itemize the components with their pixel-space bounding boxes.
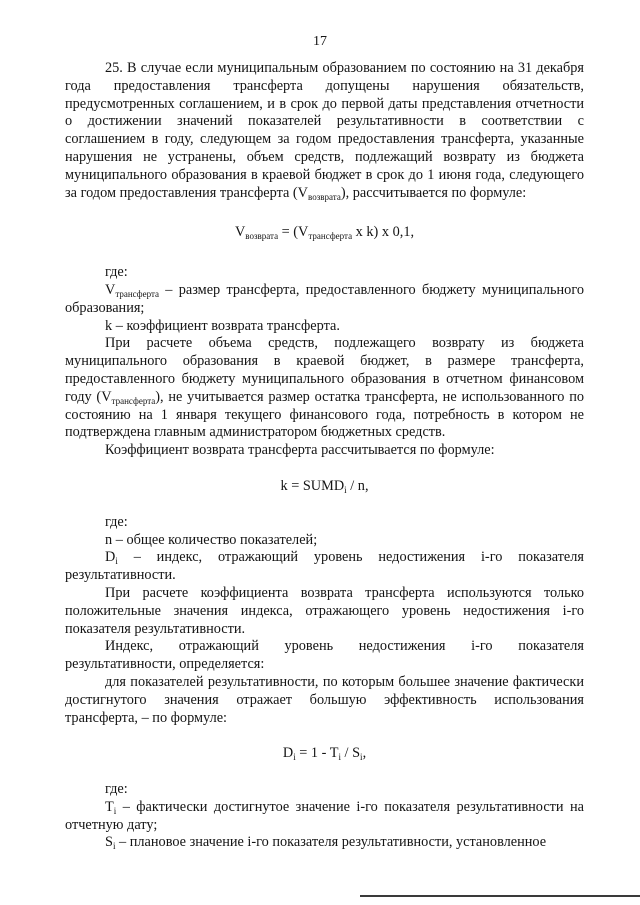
- page-number: 17: [313, 34, 327, 49]
- where-label-3: где:: [105, 781, 128, 798]
- definition-d: $D_i$ – индекс, отражающий уровень недостижения i-го показателя результативности.: [65, 549, 584, 584]
- paragraph-positive-values: При расчете коэффициента возврата трансферта используются только положительные значения индекса, отражающего уровень недостижения i-го показателя результативности.: [65, 584, 584, 637]
- where-label-1: где:: [105, 264, 128, 281]
- paragraph-index: Индекс, отражающий уровень недостижения i-го показателя результативности, определяется:: [65, 638, 584, 673]
- scan-edge-line: [360, 895, 640, 897]
- definition-n: n – общее количество показателей;: [105, 531, 318, 548]
- document-body: [65, 60, 584, 852]
- paragraph-coefficient: Коэффициент возврата трансферта рассчитывается по формуле:: [105, 442, 495, 459]
- paragraph-calculation: При расчете объема средств, подлежащего возврату из бюджета муниципального образования в краевой бюджет, в размере трансферта, предоставленного бюджету муниципального образования в отчетном финансовом году $(V_{трансферта})$, не учитывается размер остатка трансферта, не использованного по состоянию на 1 января текущего финансового года, потребность в котором не подтверждена главным администратором бюджетных средств.: [65, 335, 585, 441]
- definition-v-transfer: $V_{трансферта}$ – размер трансферта, предоставленного бюджету муниципального образования;: [65, 281, 584, 316]
- paragraph-25: 25. В случае если муниципальным образованием по состоянию на 31 декабря года предоставления трансферта допущены нарушения обязательств, предусмотренных соглашением, и в срок до первой даты представления отчетности о достижении значений показателей результативности в соответствии с соглашением в году, следующем за годом предоставления трансферта, указанные нарушения не устранены, объем средств, подлежащий возврату из бюджета муниципального образования в краевой бюджет в срок до 1 июня года, следующего за годом предоставления трансферта $(V_{возврата})$, рассчитывается по формуле:: [65, 60, 584, 202]
- definition-k: k – коэффициент возврата трансферта.: [105, 317, 340, 334]
- definition-s: $S_i$ – плановое значение i-го показателя результативности, установленное: [105, 834, 547, 852]
- formula-index: $D_i = 1 - T_i / S_i$,: [282, 745, 367, 763]
- formula-return-volume: $V_{возврата} = (V_{трансферта}$ x k) x 0,1,: [234, 224, 415, 242]
- formula-coefficient: $k = SUMD_i / n$,: [280, 477, 369, 495]
- where-label-2: где:: [105, 513, 128, 530]
- definition-t: $T_i$ – фактически достигнутое значение i-го показателя результативности на отчетную дату;: [65, 798, 584, 833]
- paragraph-for-indicators: для показателей результативности, по которым большее значение фактически достигнутого значения отражает большую эффективность использования трансферта, – по формуле:: [65, 673, 584, 726]
